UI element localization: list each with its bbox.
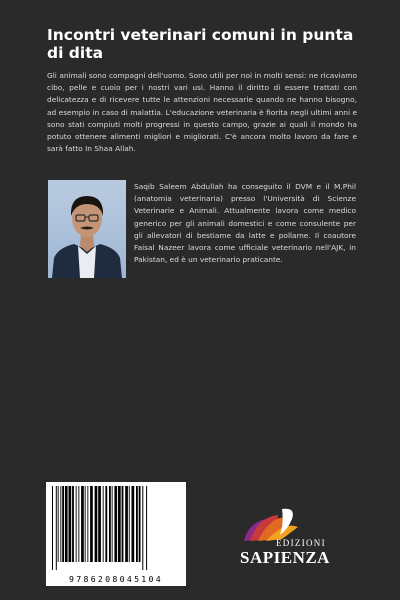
publisher-name: SAPIENZA	[240, 548, 330, 567]
author-bio: Saqib Saleem Abdullah ha conseguito il DVM e il M.Phil (anatomia veterinaria) presso l'Università di Scienze Veterinarie e Animali. Attualmente lavora come medico generico per gli animali domestici e come consulente per gli allevatori di bestiame da latte e pollame. Il coautore Faisal Nazeer lavora come ufficiale veterinario nell'AJK, in Pakistan, ed è un veterinario praticante.	[134, 182, 356, 265]
author-photo	[48, 180, 126, 278]
isbn-barcode	[46, 482, 186, 586]
publisher-logo	[236, 505, 346, 575]
isbn-number: 9786208045104	[69, 574, 163, 584]
publisher-label: EDIZIONI	[276, 538, 326, 548]
book-title: Incontri veterinari comuni in punta di dita	[47, 26, 354, 62]
barcode-bars	[46, 482, 186, 572]
book-description: Gli animali sono compagni dell'uomo. Sono utili per noi in molti sensi: ne ricaviamo cibo, pelle e cuoio per i nostri vari usi. Hanno il diritto di essere trattati con delicatezza e di ricevere tutte le attenzioni necessarie quando ne hanno bisogno, ad esempio in caso di malattia. L'educazione veterinaria è fiorita negli ultimi anni e sono stati compiuti molti progressi in questo campo, grazie ai quali il mondo ha potuto ottenere alimenti migliori e migliorati. C'è ancora molto lavoro da fare e sarà fatto In Shaa Allah.	[47, 71, 357, 154]
